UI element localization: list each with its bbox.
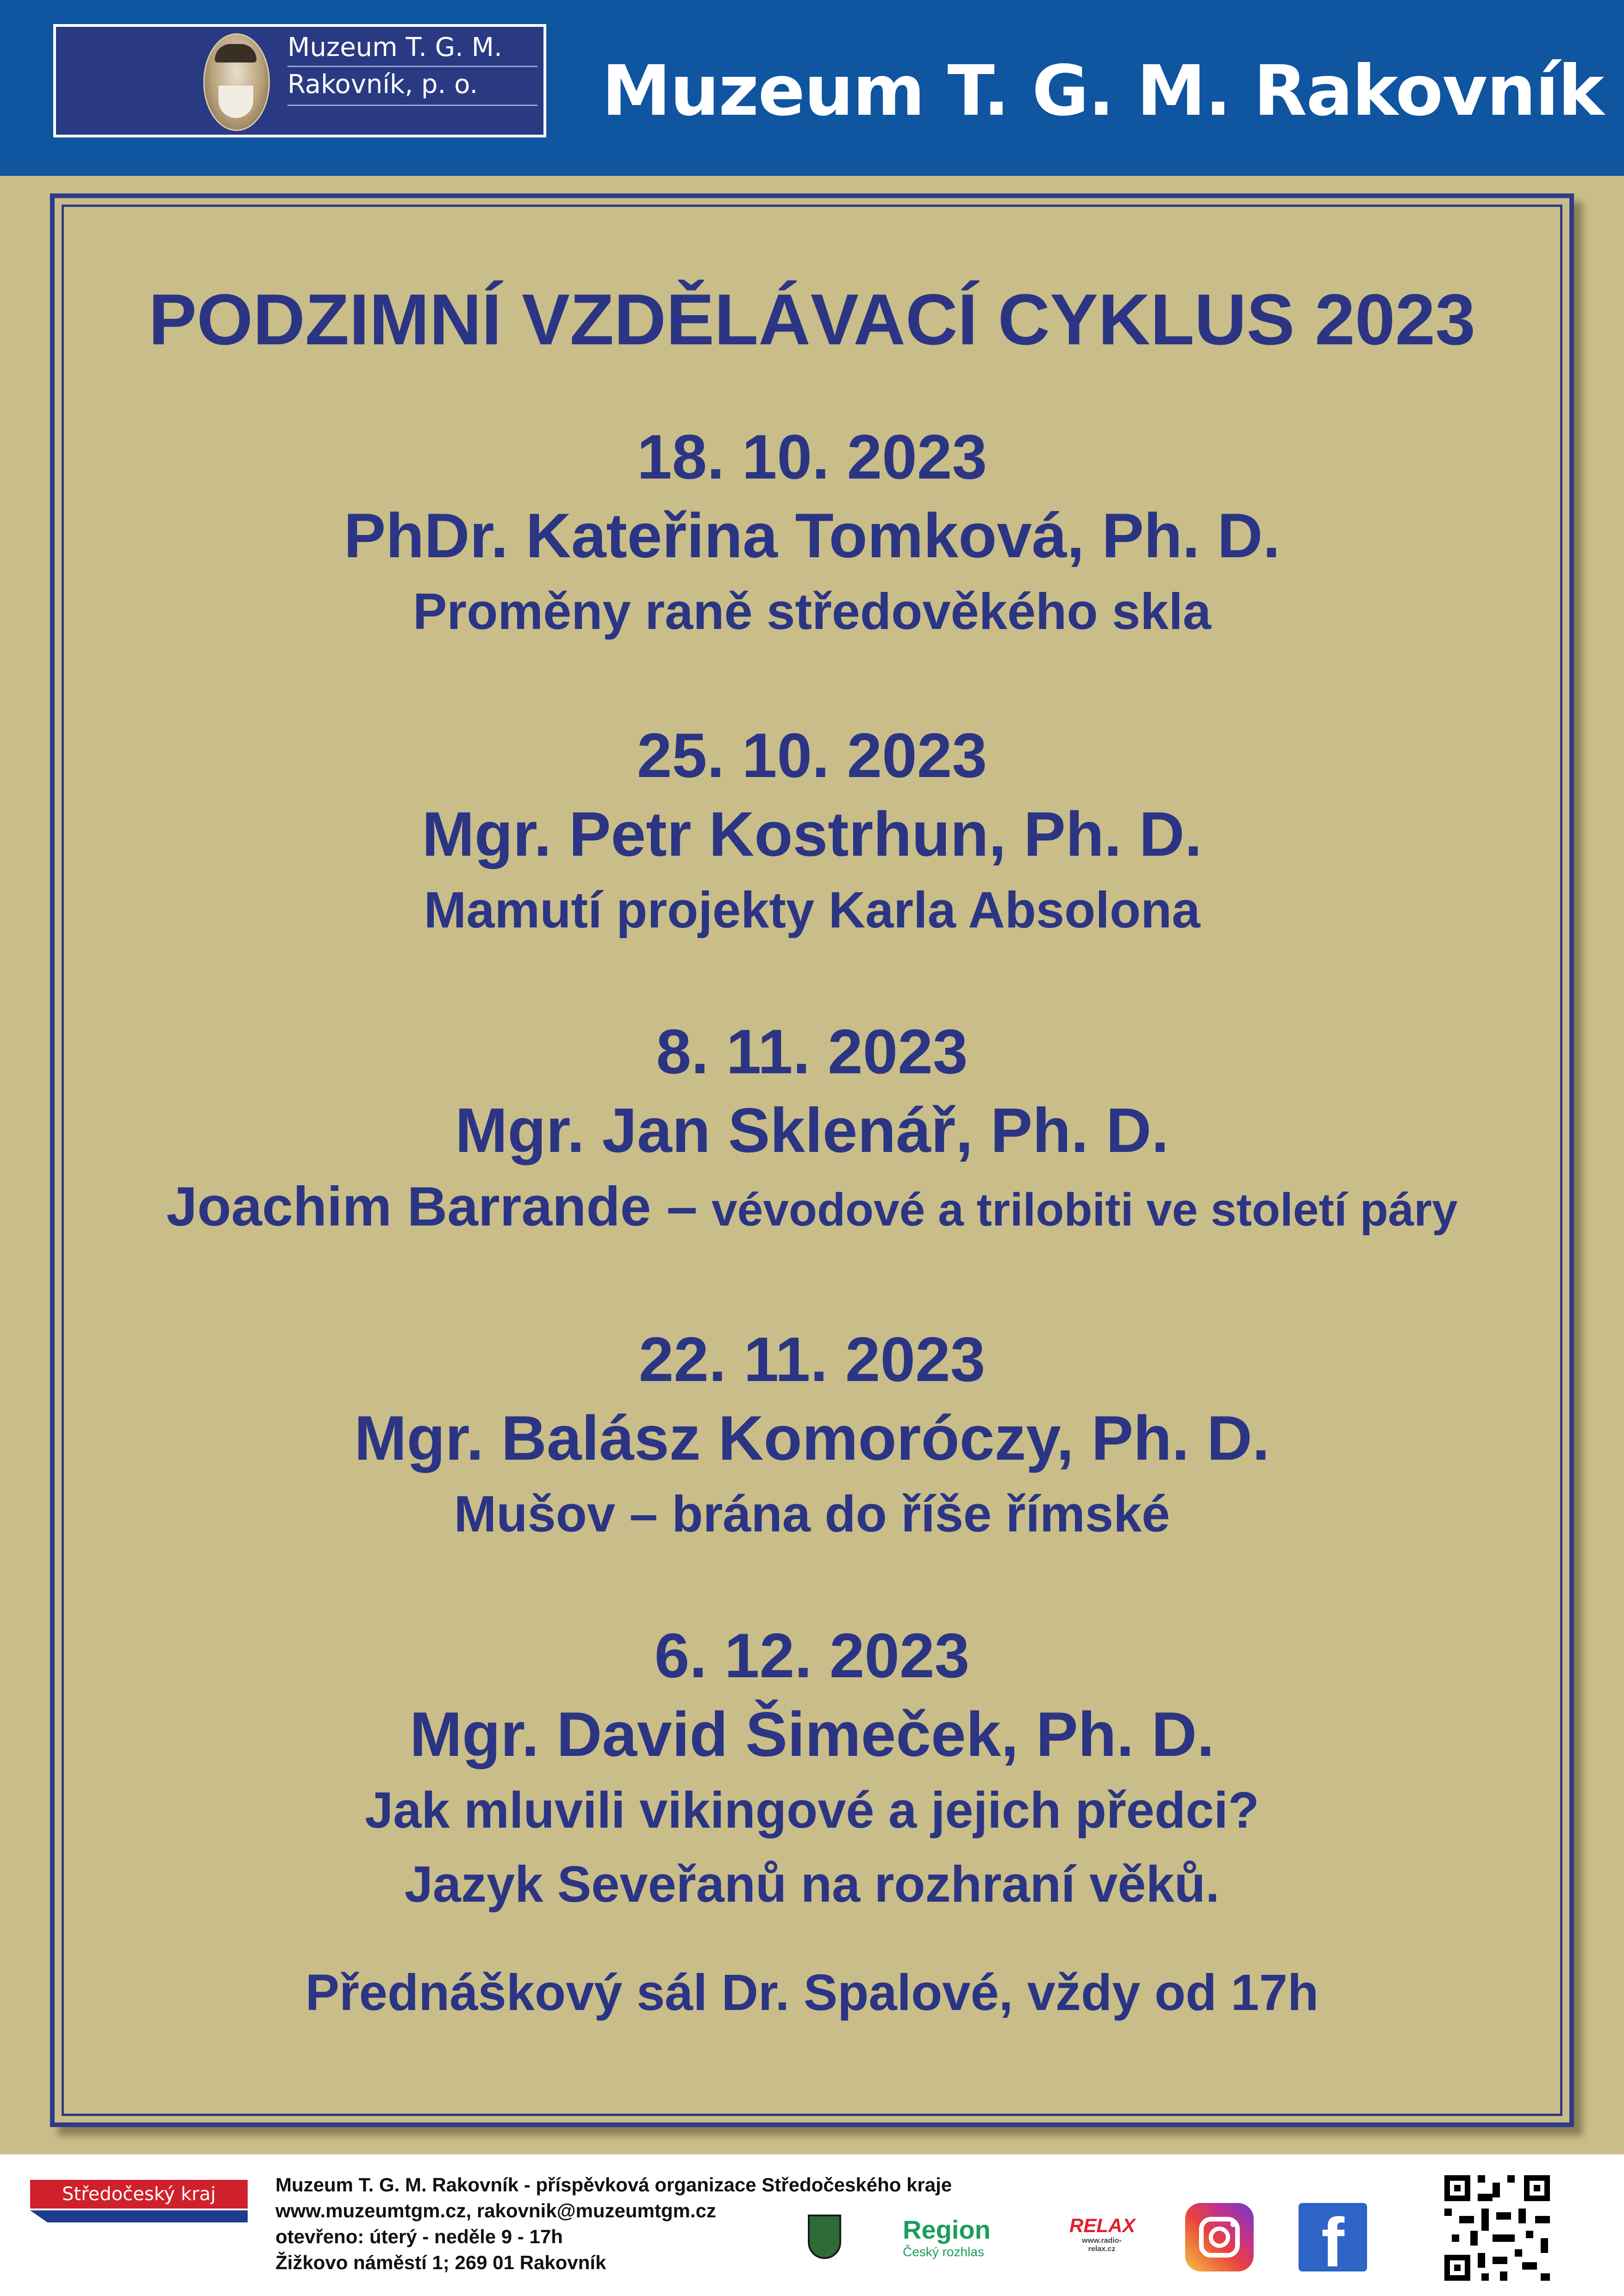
venue-info: Přednáškový sál Dr. Spalové, vždy od 17h: [305, 1964, 1319, 2021]
event-speaker: PhDr. Kateřina Tomková, Ph. D.: [344, 500, 1280, 571]
header-bar: [0, 0, 1624, 176]
logo-text-line2: Rakovník, p. o.: [287, 69, 478, 100]
footer-contact: [275, 2172, 952, 2276]
event-date: 6. 12. 2023: [654, 1620, 970, 1691]
event-topic-rest: vévodové a trilobiti ve století páry: [712, 1184, 1458, 1236]
relax-sub: www.radio-relax.cz: [1082, 2237, 1122, 2253]
logo-divider: [287, 66, 537, 67]
event-topic: Mamutí projekty Karla Absolona: [424, 882, 1200, 939]
event-3: [62, 1012, 1562, 1247]
poster-content: [62, 205, 1562, 2116]
event-topic: Proměny raně středověkého skla: [412, 583, 1212, 640]
facebook-glyph: f: [1321, 2203, 1344, 2271]
relax-radio-logo[interactable]: [1069, 2215, 1134, 2252]
event-1: [62, 417, 1562, 649]
event-date: 18. 10. 2023: [637, 422, 987, 492]
town-crest-icon: [808, 2215, 841, 2259]
footer-line-web[interactable]: www.muzeumtgm.cz, rakovnik@muzeumtgm.cz: [275, 2200, 716, 2221]
region-sub: Český rozhlas: [903, 2245, 984, 2259]
event-speaker: Mgr. Jan Sklenář, Ph. D.: [455, 1095, 1169, 1165]
footer-line-hours: otevřeno: úterý - neděle 9 - 17h: [275, 2226, 563, 2247]
event-date: 22. 11. 2023: [638, 1324, 986, 1394]
facebook-icon[interactable]: [1299, 2203, 1367, 2271]
event-date: 25. 10. 2023: [637, 720, 987, 790]
qr-code[interactable]: [1444, 2175, 1550, 2281]
event-topic: [62, 1170, 1562, 1247]
museum-logo[interactable]: [53, 24, 546, 137]
poster-title: PODZIMNÍ VZDĚLÁVACÍ CYKLUS 2023: [148, 280, 1476, 360]
event-2: [62, 716, 1562, 947]
kraj-stripe: [30, 2210, 248, 2222]
region-label: Region: [903, 2215, 991, 2244]
logo-divider: [287, 105, 537, 106]
event-topic: Mušov – brána do říše římské: [454, 1486, 1170, 1543]
event-5: [62, 1616, 1562, 1922]
instagram-icon[interactable]: [1185, 2203, 1254, 2271]
kraj-label: Středočeský kraj: [30, 2180, 248, 2209]
logo-text-line1: Muzeum T. G. M.: [287, 32, 502, 62]
event-speaker: Mgr. Balász Komoróczy, Ph. D.: [354, 1403, 1270, 1473]
header-title: Muzeum T. G. M. Rakovník: [602, 51, 1604, 131]
event-date: 8. 11. 2023: [656, 1016, 968, 1087]
event-speaker: Mgr. Petr Kostrhun, Ph. D.: [422, 799, 1202, 869]
footer: [0, 2154, 1624, 2296]
relax-label: RELAX: [1069, 2215, 1136, 2236]
event-topic-line2: Jazyk Seveřanů na rozhraní věků.: [404, 1856, 1220, 1913]
region-radio-logo[interactable]: [903, 2215, 991, 2259]
footer-line-address: Žižkovo náměstí 1; 269 01 Rakovník: [275, 2252, 606, 2273]
event-4: [62, 1320, 1562, 1551]
event-topic-main: Joachim Barrande –: [166, 1176, 698, 1238]
tgm-portrait-icon: [203, 33, 270, 131]
footer-line-org: Muzeum T. G. M. Rakovník - příspěvková organizace Středočeského kraje: [275, 2174, 952, 2196]
stredocesky-kraj-logo[interactable]: [30, 2180, 248, 2224]
event-topic-line1: Jak mluvili vikingové a jejich předci?: [365, 1782, 1259, 1839]
event-speaker: Mgr. David Šimeček, Ph. D.: [409, 1699, 1215, 1769]
